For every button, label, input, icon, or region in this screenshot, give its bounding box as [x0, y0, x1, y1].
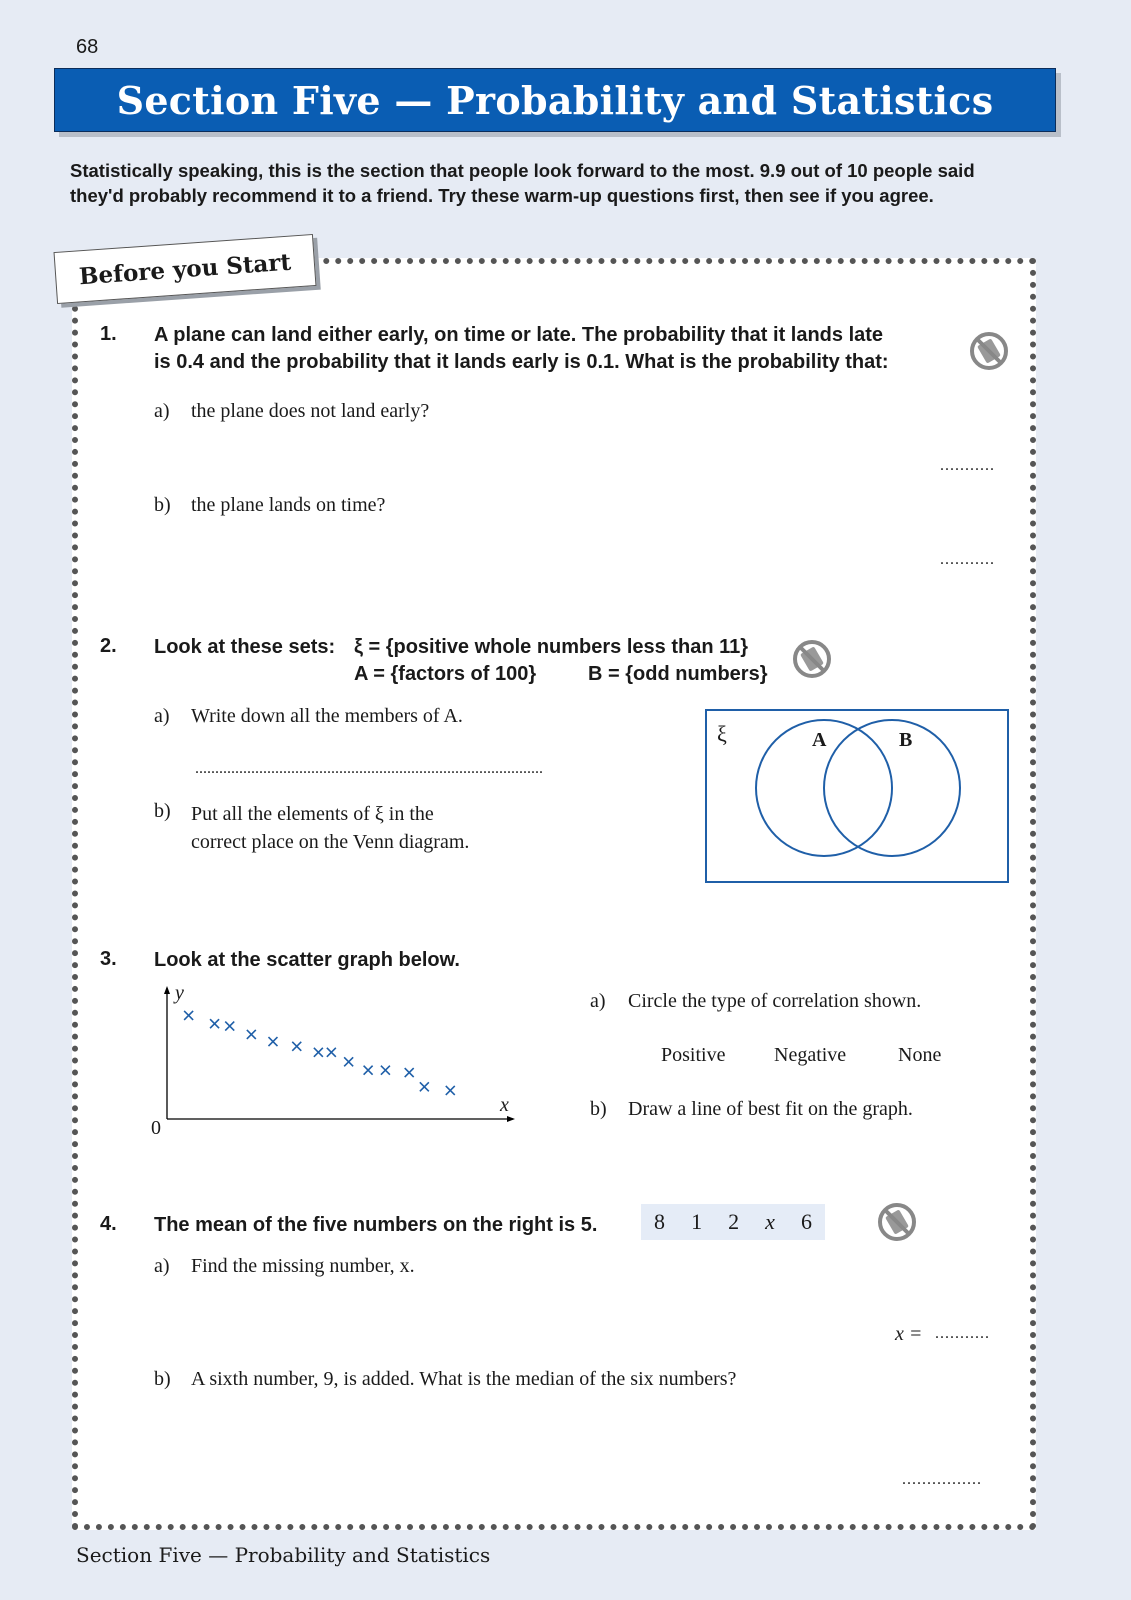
scatter-graph[interactable] — [145, 982, 525, 1139]
venn-label-b: B — [899, 729, 913, 751]
q3b-text: Draw a line of best fit on the graph. — [628, 1098, 913, 1120]
intro-line-2: they'd probably recommend it to a friend. Try these warm-up questions first, then see if you agree. — [70, 185, 934, 206]
q2b-label: b) — [154, 800, 171, 822]
q2a-label: a) — [154, 705, 170, 727]
q1-text-line2: is 0.4 and the probability that it lands early is 0.1. What is the probability that: — [154, 351, 889, 373]
q4b-label: b) — [154, 1368, 171, 1390]
q1-text — [154, 322, 944, 376]
q3a-label: a) — [590, 990, 606, 1012]
q2b-text — [191, 800, 469, 856]
q4-number: 4. — [100, 1213, 117, 1235]
number-list-box — [641, 1204, 825, 1240]
intro-text — [70, 158, 1050, 208]
number-item: 8 — [654, 1209, 666, 1234]
q3-text: Look at the scatter graph below. — [154, 949, 460, 971]
no-calculator-icon — [792, 639, 832, 679]
q4b-text: A sixth number, 9, is added. What is the median of the six numbers? — [191, 1368, 737, 1390]
q2-number: 2. — [100, 635, 117, 657]
page-number: 68 — [76, 36, 99, 58]
q2b-text-line2: correct place on the Venn diagram. — [191, 831, 470, 853]
q2b-text-line1: Put all the elements of ξ in the — [191, 803, 434, 825]
venn-diagram[interactable] — [705, 709, 1009, 883]
q4a-answer-prefix: x = — [895, 1323, 923, 1345]
no-calculator-icon — [969, 331, 1009, 371]
option-negative[interactable]: Negative — [774, 1044, 847, 1066]
q1-number: 1. — [100, 323, 117, 345]
q1a-label: a) — [154, 400, 170, 422]
q1a-answer-line[interactable]: ........... — [940, 457, 995, 474]
q2a-text: Write down all the members of A. — [191, 705, 463, 727]
q1b-answer-line[interactable]: ........... — [940, 551, 995, 568]
questions-box — [72, 258, 1036, 1530]
number-item-unknown: x — [765, 1209, 775, 1234]
q2-set-a: A = {factors of 100} — [354, 663, 537, 685]
x-axis-label: x — [500, 1094, 509, 1116]
q3a-text: Circle the type of correlation shown. — [628, 990, 922, 1012]
q3b-label: b) — [590, 1098, 607, 1120]
q1b-label: b) — [154, 494, 171, 516]
q4a-text: Find the missing number, x. — [191, 1255, 415, 1277]
option-positive[interactable]: Positive — [661, 1044, 726, 1066]
q1-text-line1: A plane can land either early, on time or late. The probability that it lands late — [154, 324, 884, 346]
tab-label: Before you Start — [78, 248, 292, 290]
venn-label-a: A — [812, 729, 827, 751]
q4b-answer-line[interactable]: ................ — [902, 1471, 982, 1488]
q2-set-b: B = {odd numbers} — [588, 663, 768, 685]
origin-label: 0 — [151, 1117, 161, 1139]
number-item: 2 — [728, 1209, 740, 1234]
q3-number: 3. — [100, 948, 117, 970]
q1a-text: the plane does not land early? — [191, 400, 430, 422]
y-axis-label: y — [175, 982, 184, 1004]
section-banner — [54, 68, 1056, 132]
number-item: 1 — [691, 1209, 703, 1234]
footer-section-title: Section Five — Probability and Statistics — [76, 1543, 491, 1567]
no-calculator-icon — [877, 1202, 917, 1242]
q4a-answer-line[interactable]: ........... — [935, 1325, 990, 1342]
section-title: Section Five — Probability and Statistics — [116, 77, 994, 123]
q4a-label: a) — [154, 1255, 170, 1277]
q4-text: The mean of the five numbers on the right is 5. — [154, 1214, 598, 1236]
intro-line-1: Statistically speaking, this is the section that people look forward to the most. 9.9 out of 10 people said — [70, 160, 975, 181]
option-none[interactable]: None — [898, 1044, 942, 1066]
q2-set-universal: ξ = {positive whole numbers less than 11} — [354, 636, 749, 658]
venn-universal-label: ξ — [717, 721, 727, 746]
q2a-answer-line[interactable]: ....................................................................................... — [195, 760, 543, 777]
q1b-text: the plane lands on time? — [191, 494, 386, 516]
number-item: 6 — [800, 1209, 812, 1234]
q2-lead: Look at these sets: — [154, 636, 336, 658]
